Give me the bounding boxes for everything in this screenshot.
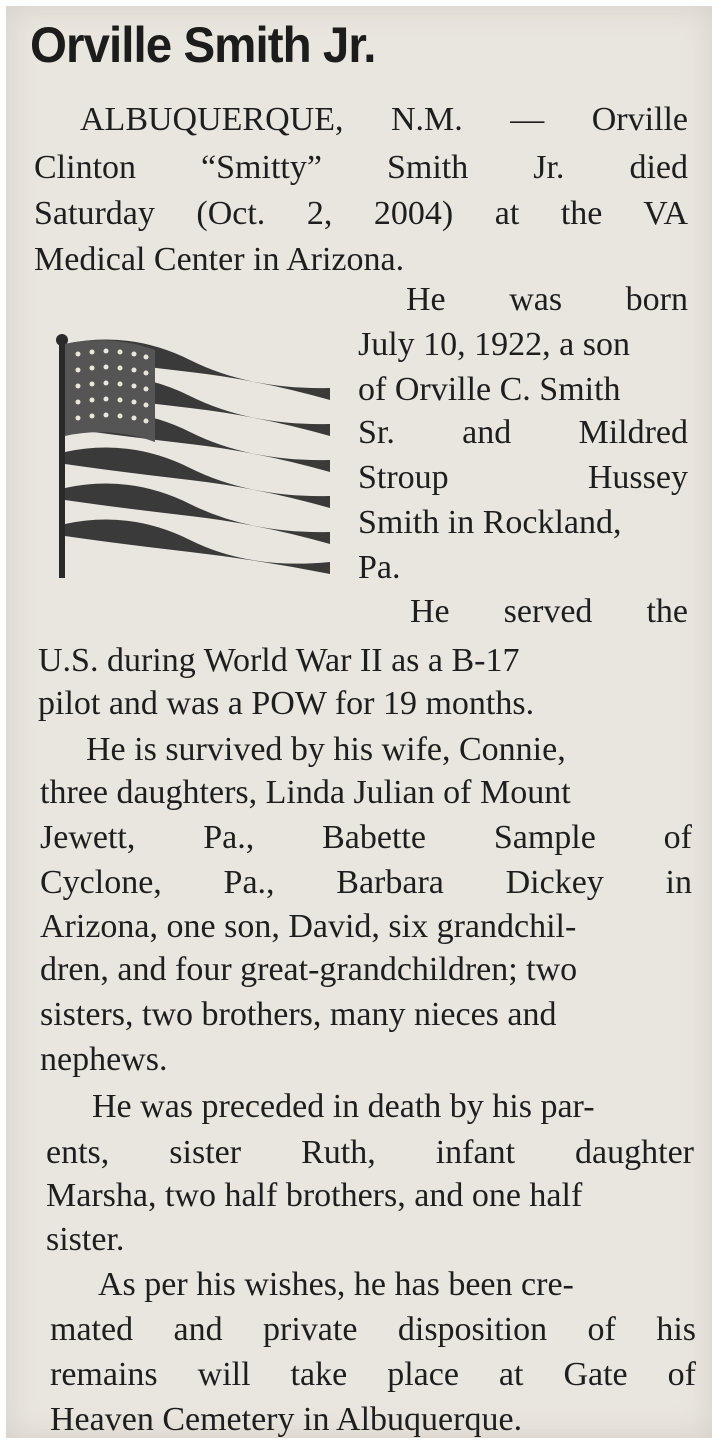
- para3-line-2: U.S. during World War II as a B-17: [38, 642, 520, 679]
- para2-line-5: Stroup Hussey: [358, 459, 688, 496]
- para2-line-3: of Orville C. Smith: [358, 371, 621, 408]
- para4-line-3: Jewett, Pa., Babette Sample of: [40, 819, 692, 856]
- para1-line-1: ALBUQUERQUE, N.M. — Orville: [80, 101, 688, 138]
- para6-line-2: mated and private disposition of his: [50, 1311, 696, 1348]
- para4-line-7: sisters, two brothers, many nieces and: [40, 996, 557, 1033]
- para2-line-1: He was born: [406, 281, 688, 318]
- para2-line-7: Pa.: [358, 549, 401, 586]
- para4-line-2: three daughters, Linda Julian of Mount: [40, 774, 571, 811]
- para2-line-2: July 10, 1922, a son: [358, 326, 630, 363]
- para1-line-3: Saturday (Oct. 2, 2004) at the VA: [34, 195, 688, 232]
- para4-line-5: Arizona, one son, David, six grandchil-: [40, 908, 577, 945]
- para5-line-2: ents, sister Ruth, infant daughter: [46, 1134, 694, 1171]
- para4-line-1: He is survived by his wife, Connie,: [86, 731, 566, 768]
- para4-line-8: nephews.: [40, 1041, 168, 1078]
- para1-line-2: Clinton “Smitty” Smith Jr. died: [34, 149, 688, 186]
- para5-line-4: sister.: [46, 1221, 125, 1258]
- para3-line-3: pilot and was a POW for 19 months.: [38, 685, 535, 722]
- american-flag-icon: [40, 330, 340, 590]
- para5-line-3: Marsha, two half brothers, and one half: [46, 1177, 583, 1214]
- para4-line-6: dren, and four great-grandchildren; two: [40, 951, 578, 988]
- para5-line-1: He was preceded in death by his par-: [92, 1088, 595, 1125]
- para6-line-4: Heaven Cemetery in Albuquerque.: [50, 1401, 523, 1438]
- para6-line-3: remains will take place at Gate of: [50, 1356, 696, 1393]
- para4-line-4: Cyclone, Pa., Barbara Dickey in: [40, 864, 692, 901]
- para2-line-6: Smith in Rockland,: [358, 504, 622, 541]
- para1-line-4: Medical Center in Arizona.: [34, 241, 405, 278]
- para3-line-1: He served the: [410, 593, 688, 630]
- para6-line-1: As per his wishes, he has been cre-: [98, 1266, 574, 1303]
- para2-line-4: Sr. and Mildred: [358, 414, 688, 451]
- obituary-headline: Orville Smith Jr.: [30, 17, 376, 73]
